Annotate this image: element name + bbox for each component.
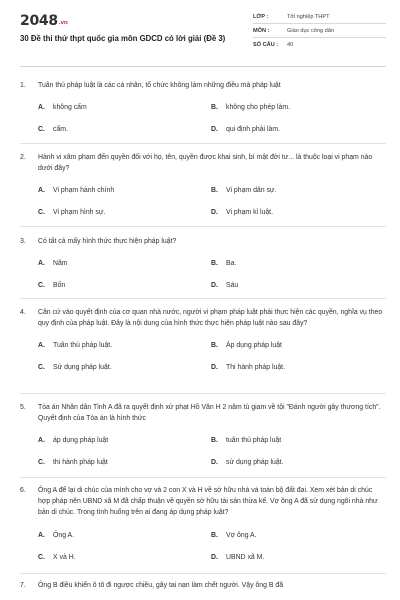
meta-row-count xyxy=(253,38,386,51)
options xyxy=(20,530,386,564)
question-stem xyxy=(20,236,386,247)
question-divider xyxy=(20,298,386,299)
question-stem xyxy=(20,580,386,591)
option-c[interactable]: C. Sử dụng pháp luật. xyxy=(38,364,112,371)
question-3 xyxy=(20,236,386,302)
question-text: Tuân thủ pháp luật là các cá nhân, tổ chức không làm những điều mà pháp luật xyxy=(38,82,281,89)
site-logo[interactable] xyxy=(20,13,67,29)
meta-label: SỐ CÂU : xyxy=(253,41,279,48)
question-text: Tòa án Nhân dân Tỉnh A đã ra quyết định xử phạt Hồ Văn H 2 năm tù giam về tội "Đánh người gây thương tích". Quyết định của Tòa án là hình thức xyxy=(38,404,381,422)
question-stem xyxy=(20,152,386,174)
question-7 xyxy=(20,580,386,591)
option-b[interactable]: B. Áp dụng pháp luật xyxy=(211,342,282,349)
question-stem xyxy=(20,485,386,518)
question-stem xyxy=(20,80,386,91)
option-a[interactable]: A. áp dụng pháp luật xyxy=(38,437,109,444)
question-divider xyxy=(20,477,386,478)
question-text: Ông A để lại di chúc của mình cho vợ và 2 con X và H về sở hữu nhà và toàn bộ đất đai. Xem xét bản di chúc hợp pháp nên UBND xã M đã chấp thuận về quyền sở hữu tài sản thừa kế. Vợ ông A đã sử dụng ngôi nhà như bản di chúc. Trong tình huống trên ai đang áp dụng pháp luật? xyxy=(38,487,378,516)
options xyxy=(20,102,386,136)
meta-value: 40 xyxy=(287,41,294,48)
meta-value: Tốt nghiệp THPT xyxy=(287,13,330,20)
question-6 xyxy=(20,485,386,574)
question-divider xyxy=(20,393,386,394)
document-header xyxy=(20,10,386,58)
option-d[interactable]: D. Vi phạm kỉ luật. xyxy=(211,209,273,216)
question-number: 4. xyxy=(20,309,26,316)
option-a[interactable]: A. Ông A. xyxy=(38,532,75,539)
question-number: 5. xyxy=(20,404,26,411)
option-b[interactable]: B. không cho phép làm. xyxy=(211,104,290,111)
option-b[interactable]: B. tuân thủ pháp luật xyxy=(211,437,282,444)
options xyxy=(20,435,386,469)
question-2 xyxy=(20,152,386,229)
question-number: 2. xyxy=(20,154,26,161)
meta-label: MÔN : xyxy=(253,27,270,34)
question-text: Có tất cả mấy hình thức thực hiện pháp luật? xyxy=(38,238,177,245)
option-d[interactable]: D. sử dụng pháp luật. xyxy=(211,459,284,466)
option-c[interactable]: C. cấm. xyxy=(38,126,68,133)
option-d[interactable]: D. UBND xã M. xyxy=(211,554,265,561)
question-stem xyxy=(20,307,386,329)
question-text: Ông B điều khiển ô tô đi ngược chiều, gây tai nạn làm chết người. Vậy ông B đã xyxy=(38,582,284,589)
option-d[interactable]: D. qui định phải làm. xyxy=(211,126,281,133)
question-divider xyxy=(20,573,386,574)
option-a[interactable]: A. Vi phạm hành chính xyxy=(38,187,115,194)
meta-table xyxy=(253,10,386,51)
option-a[interactable]: A. không cấm xyxy=(38,104,87,111)
meta-row-subject xyxy=(253,24,386,38)
question-text: Hành vi xâm phạm đến quyền đối với họ, tên, quyền được khai sinh, bí mật đời tư... là thuộc loại vi phạm nào dưới đây? xyxy=(38,154,373,172)
options xyxy=(20,185,386,219)
logo-text: 2048 xyxy=(20,13,58,29)
question-1 xyxy=(20,80,386,146)
header-divider xyxy=(20,66,386,67)
option-c[interactable]: C. X và H. xyxy=(38,554,76,561)
option-b[interactable]: B. Ba. xyxy=(211,260,237,267)
question-stem xyxy=(20,402,386,424)
question-number: 7. xyxy=(20,582,26,589)
logo-suffix: .vn xyxy=(58,20,68,26)
option-b[interactable]: B. Vi phạm dân sự. xyxy=(211,187,277,194)
options xyxy=(20,258,386,292)
options xyxy=(20,340,386,374)
option-b[interactable]: B. Vợ ông A. xyxy=(211,532,257,539)
question-5 xyxy=(20,402,386,479)
question-divider xyxy=(20,226,386,227)
question-4 xyxy=(20,307,386,384)
document-title: 30 Đề thi thử thpt quốc gia môn GDCD có lời giải (Đề 3) xyxy=(20,34,226,43)
option-a[interactable]: A. Tuân thủ pháp luật. xyxy=(38,342,113,349)
meta-row-class xyxy=(253,10,386,24)
option-d[interactable]: D. Thi hành pháp luật. xyxy=(211,364,285,371)
question-text: Căn cứ vào quyết định của cơ quan nhà nước, người vi phạm pháp luật phải thực hiện các quyền, nghĩa vụ theo quy định của pháp luật. Đây là nội dung của hình thức thực hiện pháp luật nào sau đây? xyxy=(38,309,383,327)
question-divider xyxy=(20,143,386,144)
meta-label: LỚP : xyxy=(253,13,269,20)
option-c[interactable]: C. thi hành pháp luật xyxy=(38,459,108,466)
question-number: 6. xyxy=(20,487,26,494)
question-number: 3. xyxy=(20,238,26,245)
option-c[interactable]: C. Bốn xyxy=(38,282,66,289)
option-a[interactable]: A. Năm xyxy=(38,260,68,267)
option-c[interactable]: C. Vi phạm hình sự. xyxy=(38,209,106,216)
question-number: 1. xyxy=(20,82,26,89)
option-d[interactable]: D. Sáu xyxy=(211,282,239,289)
meta-value: Giáo dục công dân xyxy=(287,27,334,34)
